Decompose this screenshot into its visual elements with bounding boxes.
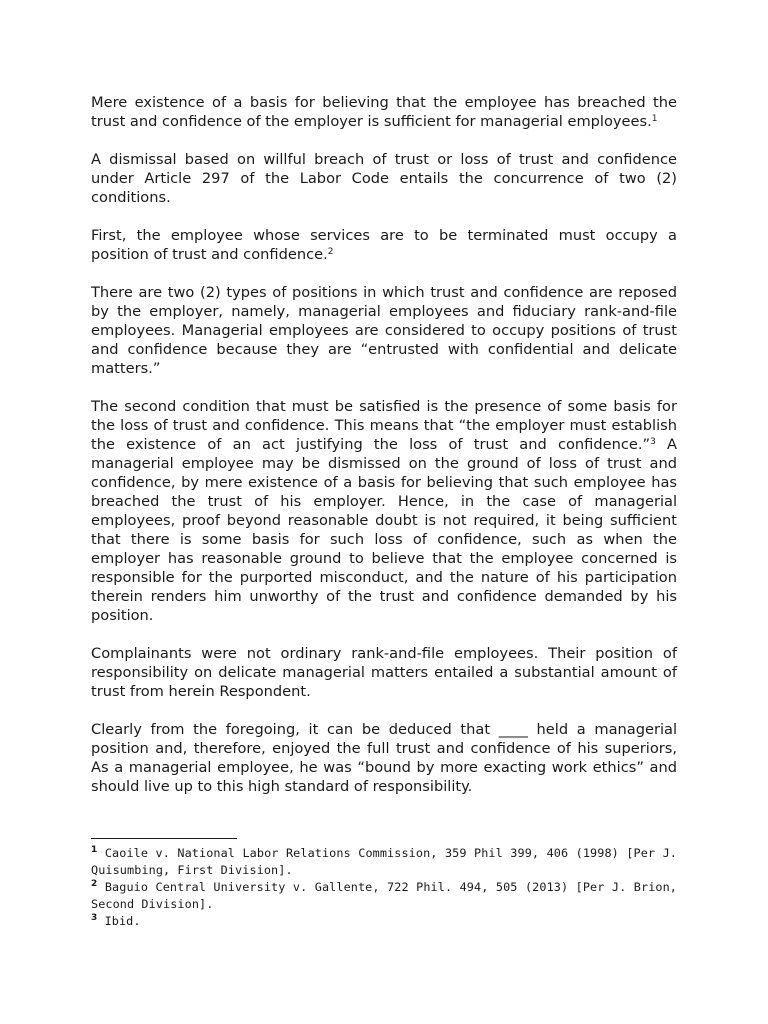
paragraph [91, 644, 677, 701]
paragraph-text: First, the employee whose services are to be terminated must occupy a position of trust and confidence. [91, 227, 677, 263]
footnote [91, 913, 677, 930]
paragraph-text: Complainants were not ordinary rank-and-file employees. Their position of responsibility on delicate managerial matters entailed a substantial amount of trust from herein Respondent. [91, 645, 677, 700]
footnote-mark: 1 [91, 845, 98, 855]
paragraph [91, 93, 677, 131]
paragraph-text: Mere existence of a basis for believing that the employee has breached the trust and confidence of the employer is sufficient for managerial employees. [91, 94, 677, 130]
paragraph-text: Clearly from the foregoing, it can be deduced that ____ held a managerial position and, therefore, enjoyed the full trust and confidence of his superiors, As a managerial employee, he was “bound by more exacting work ethics” and should live up to this high standard of responsibility. [91, 721, 677, 795]
footnote [91, 845, 677, 879]
paragraph-text: A dismissal based on willful breach of trust or loss of trust and confidence under Article 297 of the Labor Code entails the concurrence of two (2) conditions. [91, 151, 677, 206]
paragraph [91, 397, 677, 625]
footnote-reference: 3 [650, 437, 656, 447]
footnote [91, 879, 677, 913]
paragraph-text: A managerial employee may be dismissed on the ground of loss of trust and confidence, by mere existence of a basis for believing that such employee has breached the trust of his employer. Hence, in the case of managerial employees, proof beyond reasonable doubt is not required, it being sufficient that there is some basis for such loss of confidence, such as when the employer has reasonable ground to believe that the employee concerned is responsible for the purported misconduct, and the nature of his participation therein renders him unworthy of the trust and confidence demanded by his position. [91, 436, 677, 624]
footnote-text: Baguio Central University v. Gallente, 722 Phil. 494, 505 (2013) [Per J. Brion, Second Division]. [91, 880, 677, 911]
paragraph [91, 150, 677, 207]
document-body [91, 93, 677, 815]
footnote-mark: 3 [91, 913, 98, 923]
footnote-text: Ibid. [104, 914, 141, 928]
footnote-mark: 2 [91, 879, 98, 889]
paragraph [91, 720, 677, 796]
footnote-separator [91, 838, 237, 839]
footnote-reference: 2 [327, 247, 334, 257]
footnote-reference: 1 [651, 114, 658, 124]
paragraph [91, 226, 677, 264]
paragraph [91, 283, 677, 378]
footnote-text: Caoile v. National Labor Relations Commission, 359 Phil 399, 406 (1998) [Per J. Quisumbing, First Division]. [91, 846, 677, 877]
footnotes [91, 845, 677, 930]
paragraph-text: The second condition that must be satisfied is the presence of some basis for the loss of trust and confidence. This means that “the employer must establish the existence of an act justifying the loss of trust and confidence.” [91, 398, 677, 453]
paragraph-text: There are two (2) types of positions in which trust and confidence are reposed by the employer, namely, managerial employees and fiduciary rank-and-file employees. Managerial employees are considered to occupy positions of trust and confidence because they are “entrusted with confidential and delicate matters.” [91, 284, 677, 377]
